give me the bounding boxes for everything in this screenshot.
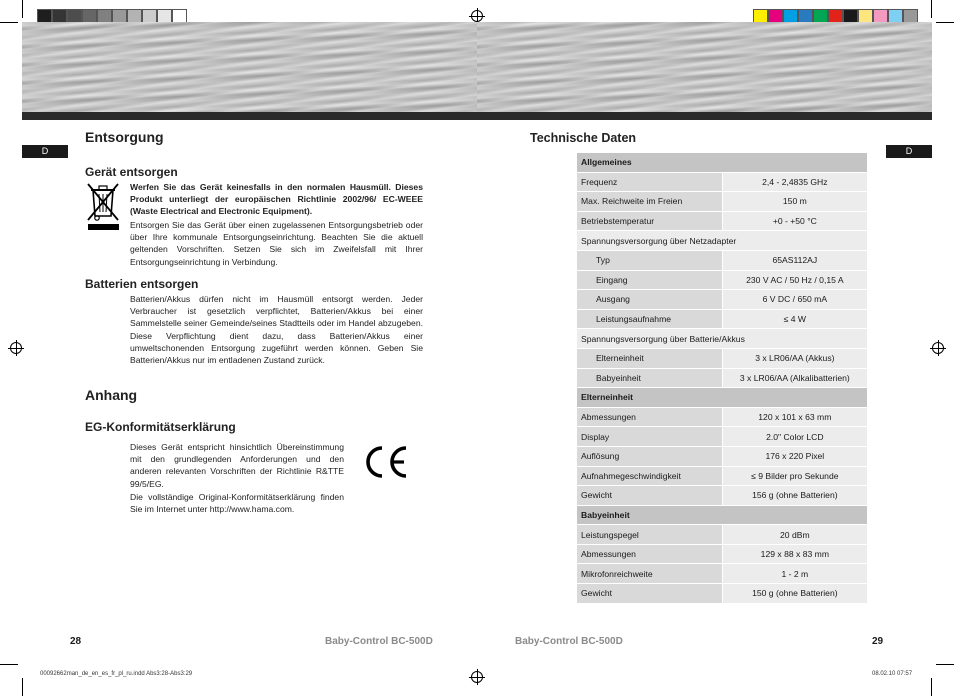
table-row xyxy=(577,388,868,408)
crop-mark xyxy=(22,0,23,18)
table-label: Display xyxy=(577,427,723,447)
table-value: 1 - 2 m xyxy=(722,564,867,584)
table-row xyxy=(577,250,868,270)
table-row xyxy=(577,329,868,349)
table-row xyxy=(577,270,868,290)
table-value: ≤ 9 Bilder pro Sekunde xyxy=(722,466,867,486)
table-value: 2,4 - 2,4835 GHz xyxy=(722,172,867,192)
table-row xyxy=(577,505,868,525)
table-label: Elterneinheit xyxy=(577,348,723,368)
table-label: Abmessungen xyxy=(577,407,723,427)
table-value: 6 V DC / 650 mA xyxy=(722,290,867,310)
table-section-heading: Elterneinheit xyxy=(577,388,868,408)
registration-mark-icon xyxy=(471,10,483,22)
table-label: Gewicht xyxy=(577,486,723,506)
heading-ec-conformity: EG-Konformitätserklärung xyxy=(85,420,236,434)
table-row xyxy=(577,446,868,466)
table-value: 3 x LR06/AA (Akkus) xyxy=(722,348,867,368)
table-label: Ausgang xyxy=(577,290,723,310)
table-row xyxy=(577,466,868,486)
table-row xyxy=(577,368,868,388)
brushed-metal-header xyxy=(477,22,932,112)
footer-title-right: Baby-Control BC-500D xyxy=(515,636,623,647)
table-row xyxy=(577,407,868,427)
table-label: Typ xyxy=(577,250,723,270)
conformity-link-text: Die vollständige Original-Konformitätserklärung finden Sie im Internet unter http://www.hama.com. xyxy=(130,492,344,515)
table-label: Mikrofonreichweite xyxy=(577,564,723,584)
crop-mark xyxy=(936,22,954,23)
crop-mark xyxy=(0,664,18,665)
table-label: Auflösung xyxy=(577,446,723,466)
table-label: Frequenz xyxy=(577,172,723,192)
table-row xyxy=(577,211,868,231)
registration-mark-icon xyxy=(10,342,22,354)
table-row xyxy=(577,544,868,564)
table-row xyxy=(577,348,868,368)
table-row xyxy=(577,192,868,212)
table-label: Max. Reichweite im Freien xyxy=(577,192,723,212)
table-row xyxy=(577,309,868,329)
table-label: Eingang xyxy=(577,270,723,290)
table-label: Betriebstemperatur xyxy=(577,211,723,231)
table-value: 120 x 101 x 63 mm xyxy=(722,407,867,427)
table-value: 65AS112AJ xyxy=(722,250,867,270)
device-disposal-text: Entsorgen Sie das Gerät über einen zugelassenen Entsorgungsbetrieb oder über Ihre kommunale Entsorgungseinrichtung. Beachten Sie die aktuell geltenden Vorschriften. Setzen Sie sich im Zweifelsfall mit Ihrer Entsorgungseinrichtung in Verbindung. xyxy=(130,220,423,267)
crop-mark xyxy=(931,0,932,18)
table-row xyxy=(577,584,868,604)
battery-disposal-text: Batterien/Akkus dürfen nicht im Hausmüll entsorgt werden. Jeder Verbraucher ist gesetzlich verpflichtet, Batterien/Akkus bei einer Sammelstelle seiner Gemeinde/seines Stadtteils oder im Handel abzugeben. Diese Verpflichtung dient dazu, dass Batterien/Akkus einer umweltschonenden Entsorgung zugeführt werden können. Geben Sie Batterien/Akkus nur im entladenen Zustand zurück. xyxy=(130,294,423,366)
table-group-heading: Spannungsversorgung über Netzadapter xyxy=(577,231,868,251)
page-number-left: 28 xyxy=(70,636,82,647)
table-row xyxy=(577,290,868,310)
heading-battery-disposal: Batterien entsorgen xyxy=(85,277,199,291)
table-row xyxy=(577,486,868,506)
page-number-right: 29 xyxy=(872,636,884,647)
slug-file-info: 00092662man_de_en_es_fr_pl_ru.indd Abs3:28-Abs3:29 xyxy=(40,671,193,677)
table-value: 20 dBm xyxy=(722,525,867,545)
weee-crossed-bin-icon xyxy=(85,180,121,230)
table-value: 129 x 88 x 83 mm xyxy=(722,544,867,564)
crop-mark xyxy=(22,678,23,696)
table-value: +0 - +50 °C xyxy=(722,211,867,231)
table-value: ≤ 4 W xyxy=(722,309,867,329)
table-section-heading: Babyeinheit xyxy=(577,505,868,525)
slug-date: 08.02.10 07:57 xyxy=(872,671,913,677)
table-label: Abmessungen xyxy=(577,544,723,564)
ce-mark-icon xyxy=(360,444,412,480)
registration-mark-icon xyxy=(471,671,483,683)
header-rule xyxy=(22,112,932,120)
table-section-heading: Allgemeines xyxy=(577,153,868,173)
technical-data-table xyxy=(576,152,868,604)
section-title-disposal: Entsorgung xyxy=(85,129,164,145)
table-row xyxy=(577,525,868,545)
table-value: 176 x 220 Pixel xyxy=(722,446,867,466)
table-value: 150 g (ohne Batterien) xyxy=(722,584,867,604)
registration-mark-icon xyxy=(932,342,944,354)
table-label: Leistungsaufnahme xyxy=(577,309,723,329)
table-label: Aufnahmegeschwindigkeit xyxy=(577,466,723,486)
crop-mark xyxy=(931,678,932,696)
table-value: 2.0" Color LCD xyxy=(722,427,867,447)
table-label: Babyeinheit xyxy=(577,368,723,388)
language-tab: D xyxy=(22,145,68,158)
table-row xyxy=(577,172,868,192)
table-label: Leistungspegel xyxy=(577,525,723,545)
crop-mark xyxy=(936,664,954,665)
footer-title-left: Baby-Control BC-500D xyxy=(325,636,433,647)
heading-device-disposal: Gerät entsorgen xyxy=(85,165,178,179)
table-value: 3 x LR06/AA (Alkalibatterien) xyxy=(722,368,867,388)
section-title-appendix: Anhang xyxy=(85,387,138,403)
table-group-heading: Spannungsversorgung über Batterie/Akkus xyxy=(577,329,868,349)
crop-mark xyxy=(0,22,18,23)
table-value: 156 g (ohne Batterien) xyxy=(722,486,867,506)
language-tab: D xyxy=(886,145,932,158)
brushed-metal-header xyxy=(22,22,477,112)
conformity-text: Dieses Gerät entspricht hinsichtlich Übereinstimmung mit den grundlegenden Anforderungen und den anderen relevanten Vorschriften der Richtlinie R&TTE 99/5/EG. xyxy=(130,442,344,489)
table-row xyxy=(577,564,868,584)
table-row xyxy=(577,231,868,251)
table-row xyxy=(577,153,868,173)
table-value: 150 m xyxy=(722,192,867,212)
table-label: Gewicht xyxy=(577,584,723,604)
device-disposal-warning: Werfen Sie das Gerät keinesfalls in den normalen Hausmüll. Dieses Produkt unterliegt der europäischen Richtlinie 2002/96/ EC-WEEE (Waste Electrical and Electronic Equipment). xyxy=(130,182,423,217)
table-row xyxy=(577,427,868,447)
section-title-technical-data: Technische Daten xyxy=(530,131,637,145)
table-value: 230 V AC / 50 Hz / 0,15 A xyxy=(722,270,867,290)
